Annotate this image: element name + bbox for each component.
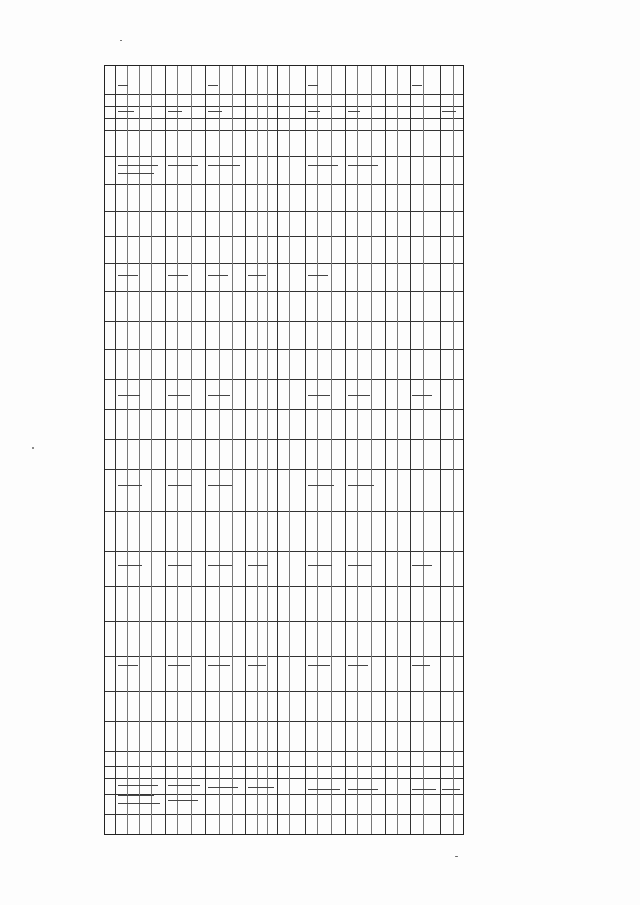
illegible-text: [168, 275, 188, 276]
illegible-text: [348, 165, 378, 166]
illegible-text: [308, 395, 330, 396]
illegible-text: [118, 665, 138, 666]
illegible-text: [348, 789, 378, 790]
table-frame: [104, 65, 464, 835]
illegible-text: [248, 665, 266, 666]
scan-speck: [455, 856, 458, 857]
illegible-text: [412, 565, 432, 566]
illegible-text: [168, 800, 198, 801]
illegible-text: [412, 395, 432, 396]
illegible-text: [118, 85, 128, 86]
illegible-text: [208, 787, 238, 788]
illegible-text: [168, 165, 198, 166]
illegible-text: [412, 85, 422, 86]
illegible-text: [412, 789, 436, 790]
scan-speck: [32, 447, 34, 449]
illegible-text: [348, 565, 372, 566]
illegible-text: [208, 275, 228, 276]
illegible-text: [118, 395, 140, 396]
illegible-text: [308, 789, 340, 790]
illegible-text: [118, 111, 134, 112]
illegible-text: [308, 485, 334, 486]
illegible-text: [118, 795, 154, 796]
illegible-text: [348, 111, 360, 112]
illegible-text: [308, 111, 320, 112]
illegible-text: [168, 111, 182, 112]
illegible-text: [118, 275, 138, 276]
illegible-text: [208, 165, 240, 166]
illegible-text: [412, 665, 430, 666]
illegible-text: [308, 165, 338, 166]
illegible-text: [168, 665, 190, 666]
illegible-text: [348, 665, 368, 666]
illegible-text: [168, 785, 200, 786]
illegible-text: [308, 565, 332, 566]
illegible-text: [208, 395, 230, 396]
illegible-text: [118, 485, 142, 486]
illegible-text: [208, 111, 222, 112]
illegible-text: [442, 111, 456, 112]
illegible-text: [208, 85, 218, 86]
illegible-text: [348, 395, 370, 396]
scan-speck: [120, 40, 122, 41]
illegible-text: [348, 485, 374, 486]
illegible-text: [208, 665, 230, 666]
illegible-text: [118, 803, 160, 804]
illegible-text: [118, 565, 142, 566]
illegible-text: [168, 565, 192, 566]
illegible-text: [248, 565, 268, 566]
illegible-text: [248, 275, 266, 276]
illegible-text: [208, 485, 232, 486]
illegible-text: [308, 85, 318, 86]
illegible-text: [442, 789, 460, 790]
illegible-text: [248, 787, 274, 788]
illegible-text: [118, 165, 158, 166]
illegible-text: [308, 275, 328, 276]
illegible-text: [118, 173, 154, 174]
illegible-text: [118, 785, 158, 786]
rotated-table: [104, 65, 464, 835]
illegible-text: [168, 395, 190, 396]
illegible-text: [208, 565, 232, 566]
illegible-text: [168, 485, 192, 486]
illegible-text: [308, 665, 330, 666]
